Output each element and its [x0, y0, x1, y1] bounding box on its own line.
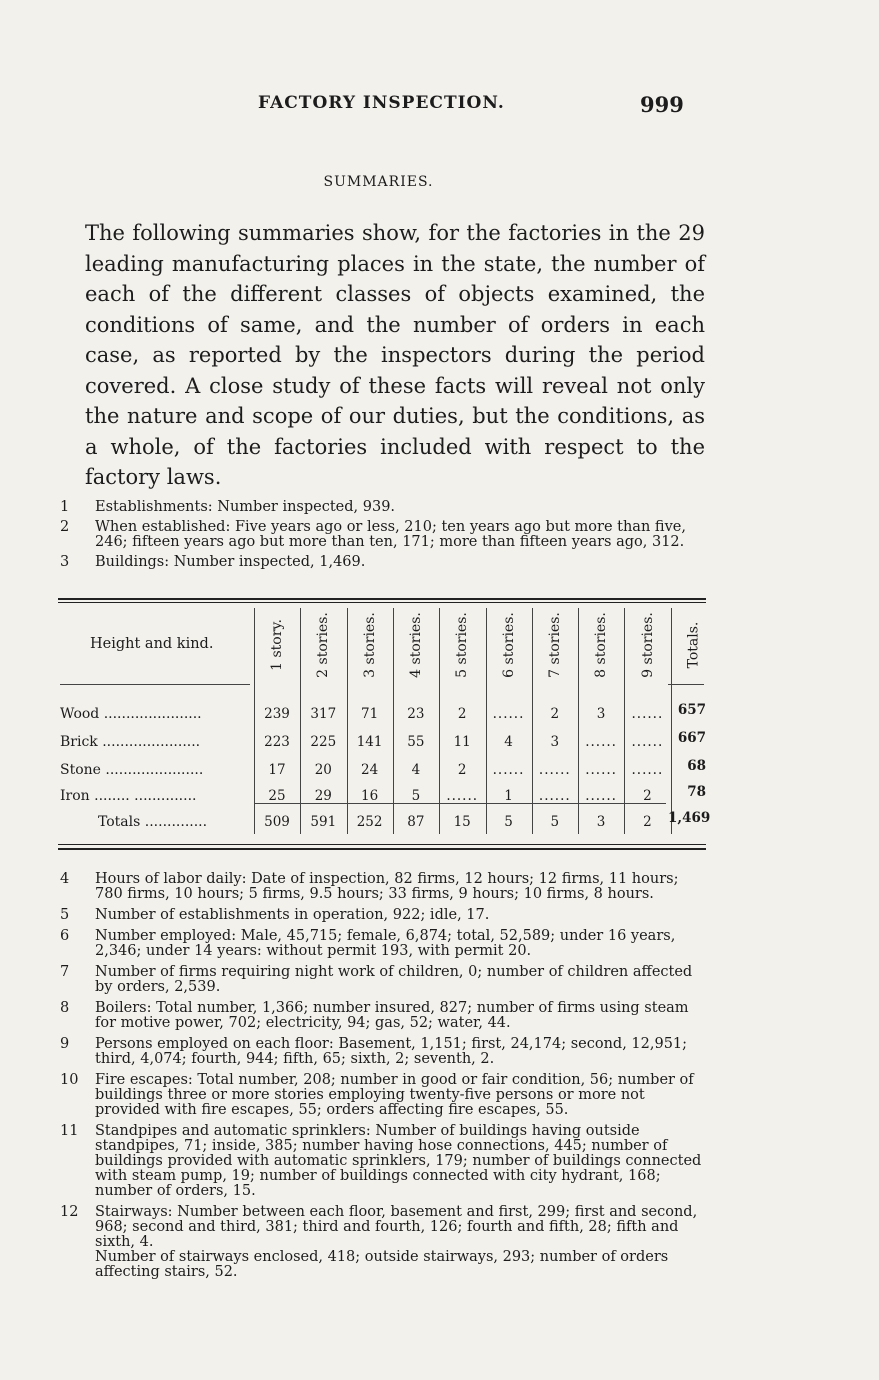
note-number: 6 — [60, 928, 70, 944]
note-number: 10 — [60, 1072, 79, 1088]
note-text: Fire escapes: Total number, 208; number in good or fair condition, 56; number of buildings three or more stories employing twenty-five persons or more not provided with fire escapes, 55; orders affecting fire escapes, 55. — [95, 1072, 694, 1118]
table-cell: ...... — [585, 788, 617, 804]
row-header: Height and kind. — [90, 636, 214, 652]
note-item — [60, 1037, 710, 1067]
page-number: 999 — [640, 92, 684, 117]
column-header — [256, 610, 298, 680]
note-text: Persons employed on each floor: Basement, 1,151; first, 24,174; second, 12,951; third, 4,074; fourth, 944; fifth, 65; sixth, 2; seventh, 2. — [95, 1036, 688, 1067]
table-cell: ...... — [631, 762, 664, 778]
table-cell: 87 — [407, 814, 425, 830]
column-header — [488, 610, 530, 680]
column-rule — [624, 608, 625, 834]
note-item — [60, 872, 710, 902]
row-label: Brick ...................... — [60, 734, 201, 750]
table-cell: 5 — [550, 814, 560, 830]
note-text: Hours of labor daily: Date of inspection, 82 firms, 12 hours; 12 firms, 11 hours; 780 firms, 10 hours; 5 firms, 9.5 hours; 33 firms, 9 hours; 10 firms, 8 hours. — [95, 871, 679, 902]
table-cell: 29 — [314, 788, 332, 804]
row-label: Wood ...................... — [60, 706, 202, 722]
note-number: 2 — [60, 519, 70, 535]
row-total: 78 — [687, 784, 706, 800]
column-header — [302, 610, 344, 680]
note-text: Standpipes and automatic sprinklers: Number of buildings having outside standpipes, 71; inside, 385; number having hose connections, 445; number of buildings provided with automatic sprinklers, 179; number of buildings connected with steam pump, 19; number of buildings connected with city hydrant, 168; number of orders, 15. — [95, 1123, 702, 1199]
table-cell: 509 — [264, 814, 290, 830]
table-cell: ...... — [492, 706, 525, 722]
table-cell: ...... — [538, 762, 571, 778]
table-cell: ...... — [585, 762, 617, 778]
column-header-label: 7 stories. — [546, 612, 563, 678]
table-bottom-rule-thin — [58, 844, 706, 845]
column-header — [534, 610, 576, 680]
note-extra-text: Number of stairways enclosed, 418; outside stairways, 293; number of orders affecting stairs, 52. — [95, 1249, 669, 1280]
note-text: When established: Five years ago or less, 210; ten years ago but more than five, 246; fifteen years ago but more than ten, 171; more than fifteen years ago, 312. — [95, 519, 686, 550]
table-cell: 17 — [268, 762, 286, 778]
table-bottom-rule — [58, 848, 706, 850]
table-cell: 16 — [361, 788, 379, 804]
note-number: 1 — [60, 499, 70, 515]
note-number: 5 — [60, 907, 70, 923]
table-cell: 3 — [550, 734, 560, 750]
table-cell: 15 — [453, 814, 471, 830]
note-number: 3 — [60, 554, 70, 570]
table-cell: 2 — [550, 706, 560, 722]
table-cell: 591 — [310, 814, 337, 830]
column-header-label: 2 stories. — [315, 612, 332, 678]
note-text: Number of firms requiring night work of children, 0; number of children affected by orders, 2,539. — [95, 964, 693, 995]
table-cell: 1 — [504, 788, 513, 804]
column-header-label: 9 stories. — [639, 612, 656, 678]
column-header — [626, 610, 668, 680]
column-rule — [347, 608, 348, 834]
note-3 — [60, 555, 710, 570]
table-cell: ...... — [631, 734, 664, 750]
note-text: Boilers: Total number, 1,366; number insured, 827; number of firms using steam for motive power, 702; electricity, 94; gas, 52; water, 44. — [95, 1000, 689, 1031]
note-text: Stairways: Number between each floor, basement and first, 299; first and second, 968; second and third, 381; third and fourth, 126; fourth and fifth, 28; fifth and sixth, 4. — [95, 1204, 698, 1250]
top-notes — [60, 500, 710, 575]
column-rule — [300, 608, 301, 834]
note-number: 8 — [60, 1000, 70, 1016]
note-number: 7 — [60, 964, 70, 980]
table-cell: 20 — [314, 762, 332, 778]
table-cell: 223 — [264, 734, 290, 750]
note-text: Establishments: Number inspected, 939. — [95, 499, 396, 515]
table-cell: ...... — [446, 788, 479, 804]
totals-header-rule — [668, 684, 704, 685]
row-total: 657 — [677, 702, 706, 718]
table-cell: 225 — [310, 734, 337, 750]
running-title: FACTORY INSPECTION. — [258, 93, 505, 113]
table-top-rule-thin — [58, 602, 706, 603]
table-cell: ...... — [538, 788, 571, 804]
table-cell: 11 — [453, 734, 471, 750]
note-number: 9 — [60, 1036, 70, 1052]
row-label: Totals .............. — [98, 814, 208, 830]
note-text: Number employed: Male, 45,715; female, 6,874; total, 52,589; under 16 years, 2,346; under 14 years: without permit 193, with permit 20. — [95, 928, 676, 959]
column-rule — [254, 608, 255, 834]
table-cell: 2 — [643, 788, 652, 804]
table-cell: 55 — [407, 734, 425, 750]
column-rule — [393, 608, 394, 834]
row-total: 68 — [687, 758, 706, 774]
column-header — [395, 610, 437, 680]
row-header-rule — [60, 684, 250, 685]
note-item — [60, 1073, 710, 1118]
column-header-label: 8 stories. — [593, 612, 610, 678]
note-number: 11 — [60, 1123, 79, 1139]
row-label: Iron ........ .............. — [60, 788, 197, 804]
table-cell: 252 — [356, 814, 383, 830]
note-item — [60, 929, 710, 959]
table-cell: 2 — [457, 762, 467, 778]
buildings-table — [58, 598, 711, 851]
column-header-label: 4 stories. — [407, 612, 424, 678]
note-item — [60, 1001, 710, 1031]
table-cell: 239 — [264, 706, 290, 722]
table-cell: 3 — [596, 814, 606, 830]
table-cell: 2 — [457, 706, 467, 722]
bottom-notes — [60, 872, 710, 1286]
column-rule — [532, 608, 533, 834]
note-number: 12 — [60, 1204, 79, 1220]
column-header — [673, 610, 715, 680]
row-label: Stone ...................... — [60, 762, 204, 778]
note-number: 4 — [60, 871, 70, 887]
table-top-rule — [58, 598, 706, 600]
table-cell: 25 — [268, 788, 286, 804]
table-cell: 4 — [411, 762, 421, 778]
table-cell: 2 — [643, 814, 652, 830]
table-cell: ...... — [631, 706, 664, 722]
column-header-label: Totals. — [685, 621, 702, 669]
column-rule — [671, 608, 672, 834]
column-header — [349, 610, 391, 680]
column-header-label: 3 stories. — [361, 612, 378, 678]
note-item — [60, 908, 710, 923]
table-cell: 24 — [361, 762, 379, 778]
note-2 — [60, 520, 710, 550]
note-text: Number of establishments in operation, 922; idle, 17. — [95, 907, 490, 923]
table-cell: 317 — [310, 706, 337, 722]
column-rule — [486, 608, 487, 834]
table-cell: 23 — [407, 706, 425, 722]
column-rule — [578, 608, 579, 834]
table-cell: 71 — [361, 706, 379, 722]
column-header — [580, 610, 622, 680]
column-rule — [439, 608, 440, 834]
note-1 — [60, 500, 710, 515]
intro-paragraph: The following summaries show, for the factories in the 29 leading manufacturing places in the state, the number of each of the different classes of objects examined, the conditions of same, and the number of orders in each case, as reported by the inspectors during the period covered. A close study of these facts will reveal not only the nature and scope of our duties, but the conditions, as a whole, of the factories included with respect to the factory laws. — [85, 221, 705, 489]
table-cell: 4 — [504, 734, 513, 750]
column-header-label: 6 stories. — [500, 612, 517, 678]
note-item — [60, 1205, 710, 1280]
note-item — [60, 1124, 710, 1199]
section-title: SUMMARIES. — [323, 174, 434, 190]
table-cell: 3 — [596, 706, 606, 722]
table-cell: ...... — [585, 734, 617, 750]
row-total: 1,469 — [668, 810, 711, 826]
table-cell: 5 — [411, 788, 421, 804]
table-cell: ...... — [492, 762, 525, 778]
column-header-label: 5 stories. — [454, 612, 471, 678]
column-header-label: 1 story. — [269, 619, 286, 671]
table-cell: 5 — [504, 814, 513, 830]
note-item — [60, 965, 710, 995]
column-header — [441, 610, 483, 680]
row-total: 667 — [677, 730, 706, 746]
note-text: Buildings: Number inspected, 1,469. — [95, 554, 366, 570]
table-cell: 141 — [356, 734, 383, 750]
